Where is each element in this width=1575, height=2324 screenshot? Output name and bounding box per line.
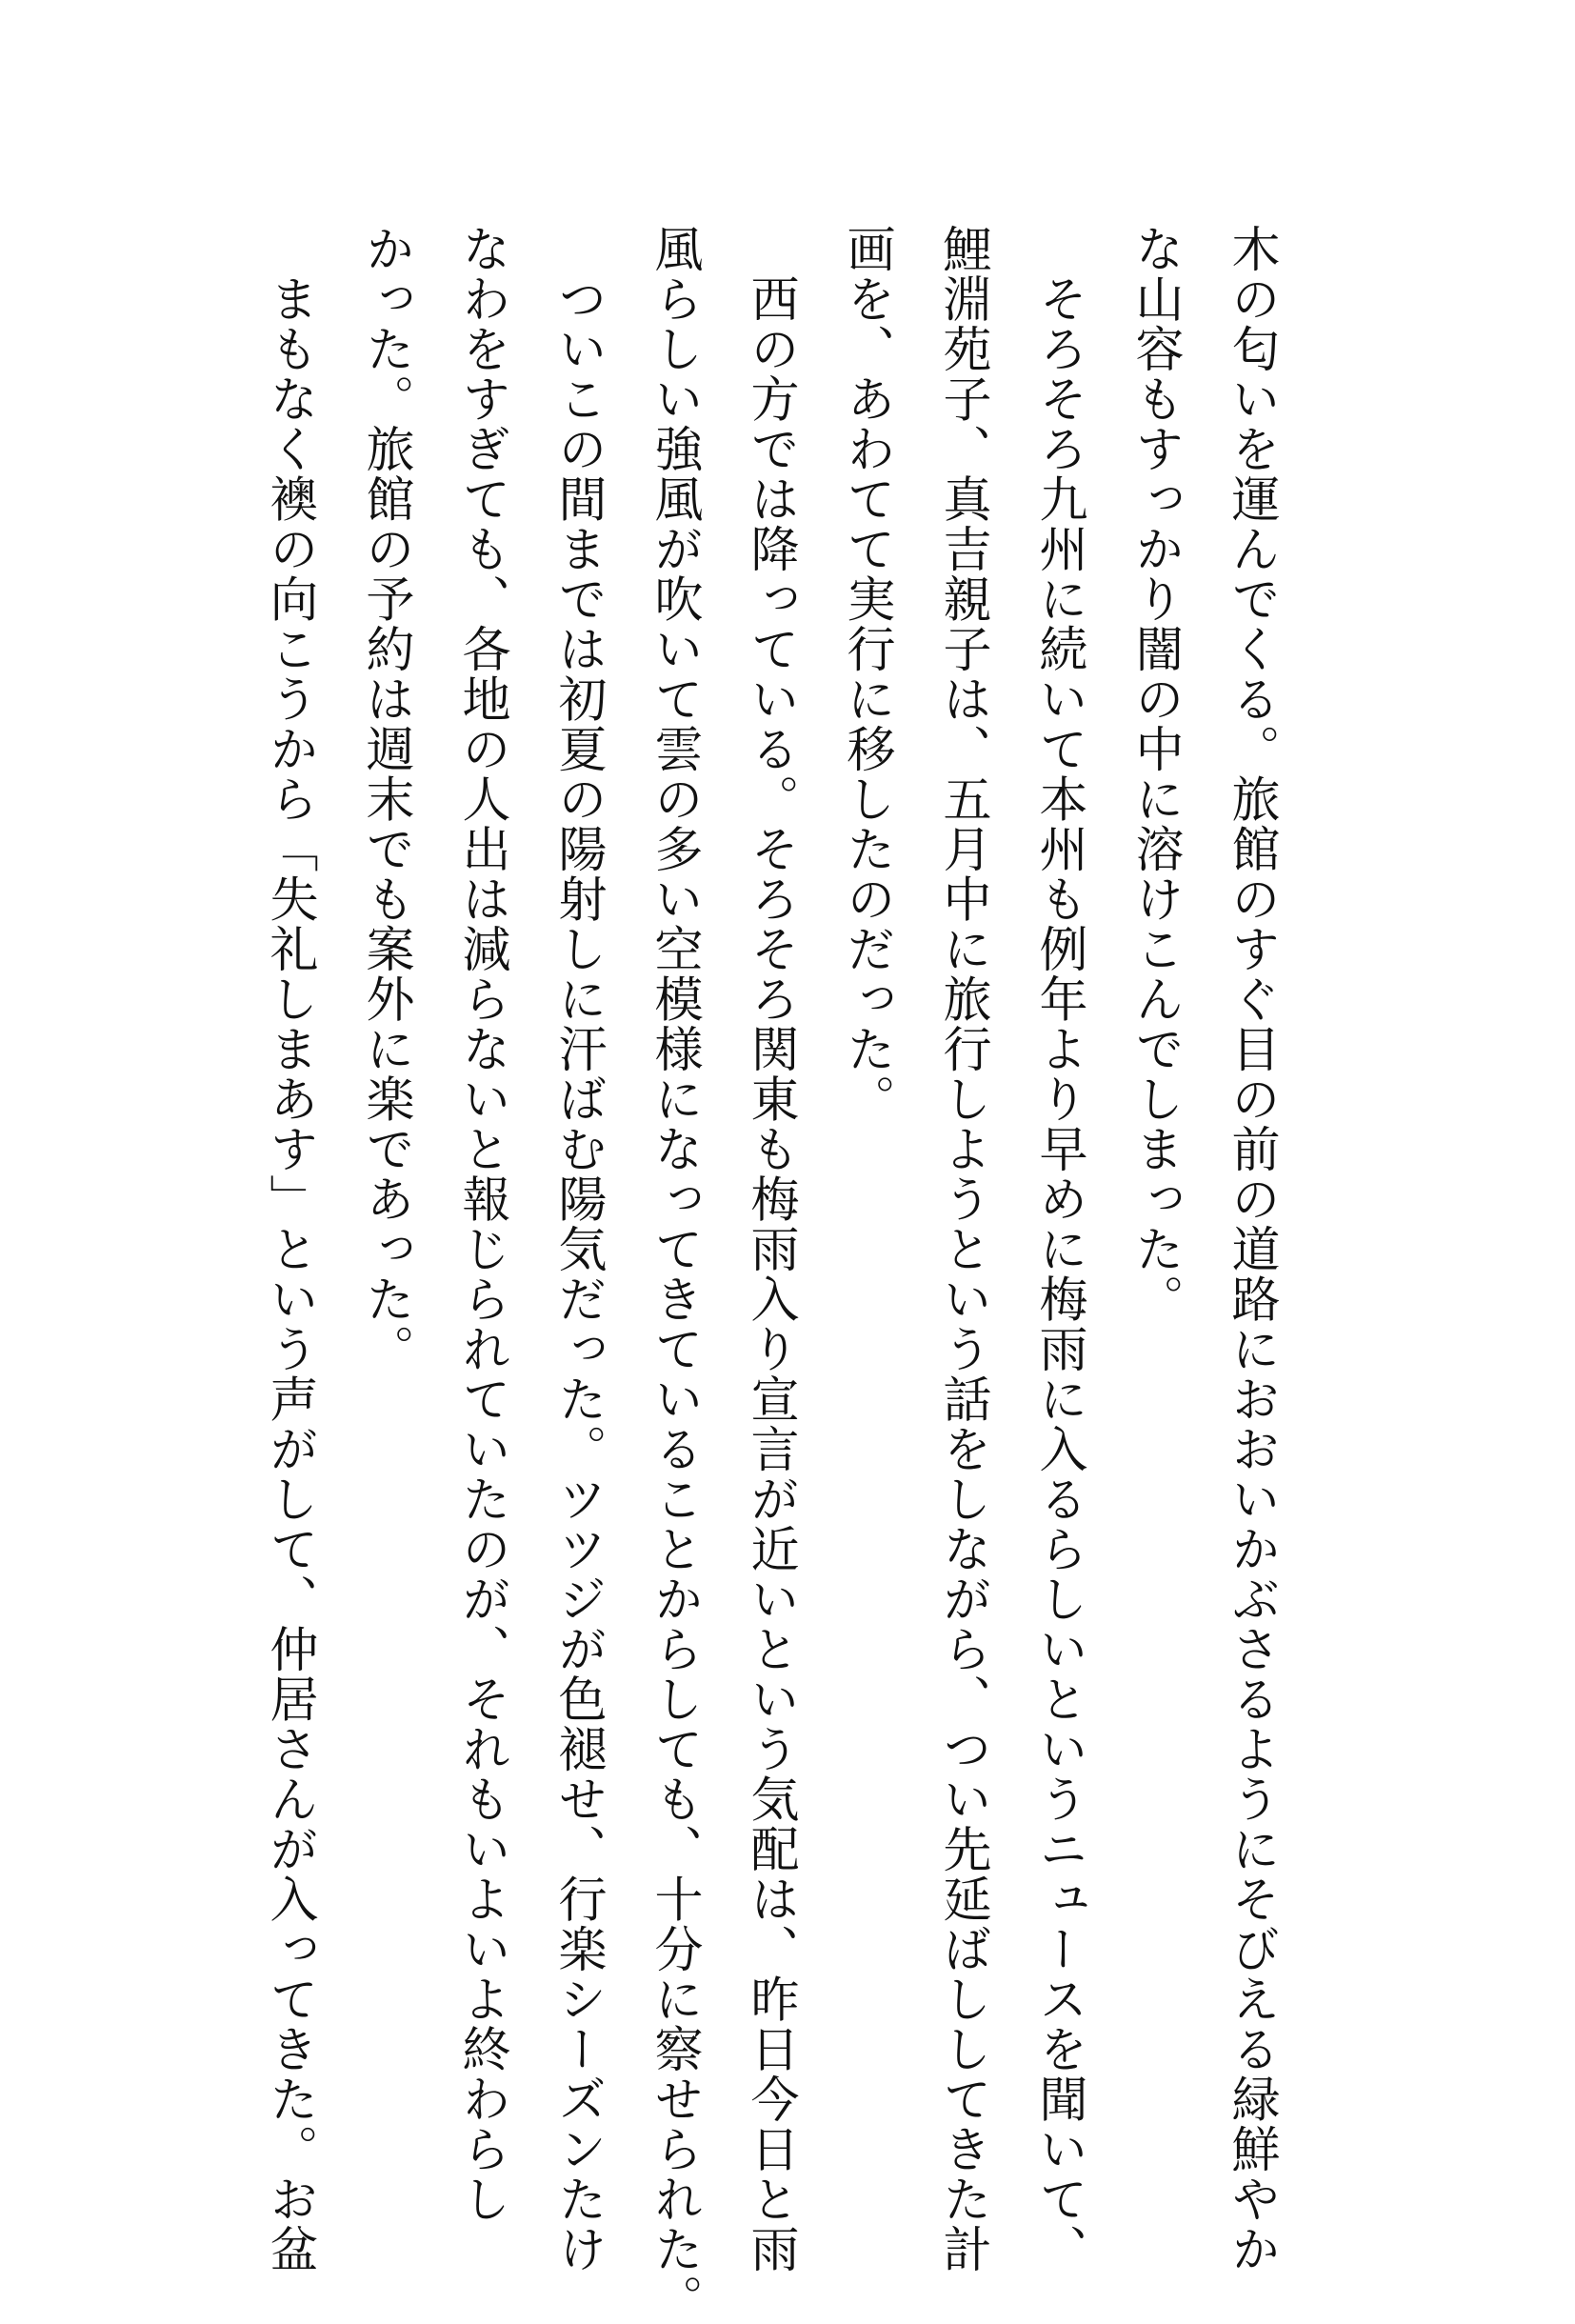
vertical-text-body: [241, 224, 1299, 2324]
text-line: 鯉淵苑子、真吉親子は、五月中に旅行しようという話をしながら、つい先延ばししてきた計: [934, 224, 990, 2274]
text-line: な山容もすっかり闇の中に溶けこんでしまった。: [1126, 224, 1183, 1324]
text-line: 西の方では降っている。そろそろ関東も梅雨入り宣言が近いという気配は、昨日今日と雨: [742, 224, 798, 2274]
text-line: 画を、あわてて実行に移したのだった。: [838, 224, 894, 1124]
text-line: 風らしい強風が吹いて雲の多い空模様になってきていることからしても、十分に察せられた。: [646, 224, 702, 2324]
text-line: なわをすぎても、各地の人出は減らないと報じられていたのが、それもいよいよ終わらし: [453, 224, 509, 2224]
text-line: 木の匂いを運んでくる。旅館のすぐ目の前の道路におおいかぶさるようにそびえる緑鮮やか: [1223, 224, 1279, 2274]
text-line: かった。旅館の予約は週末でも案外に楽であった。: [357, 224, 413, 1374]
text-line: そろそろ九州に続いて本州も例年より早めに梅雨に入るらしいというニュースを聞いて、: [1030, 224, 1087, 2274]
text-line: ついこの間までは初夏の陽射しに汗ばむ陽気だった。ツツジが色褪せ、行楽シーズンたけ: [549, 224, 606, 2274]
text-line: まもなく襖の向こうから「失礼しまあす」という声がして、仲居さんが入ってきた。お盆: [261, 224, 317, 2274]
